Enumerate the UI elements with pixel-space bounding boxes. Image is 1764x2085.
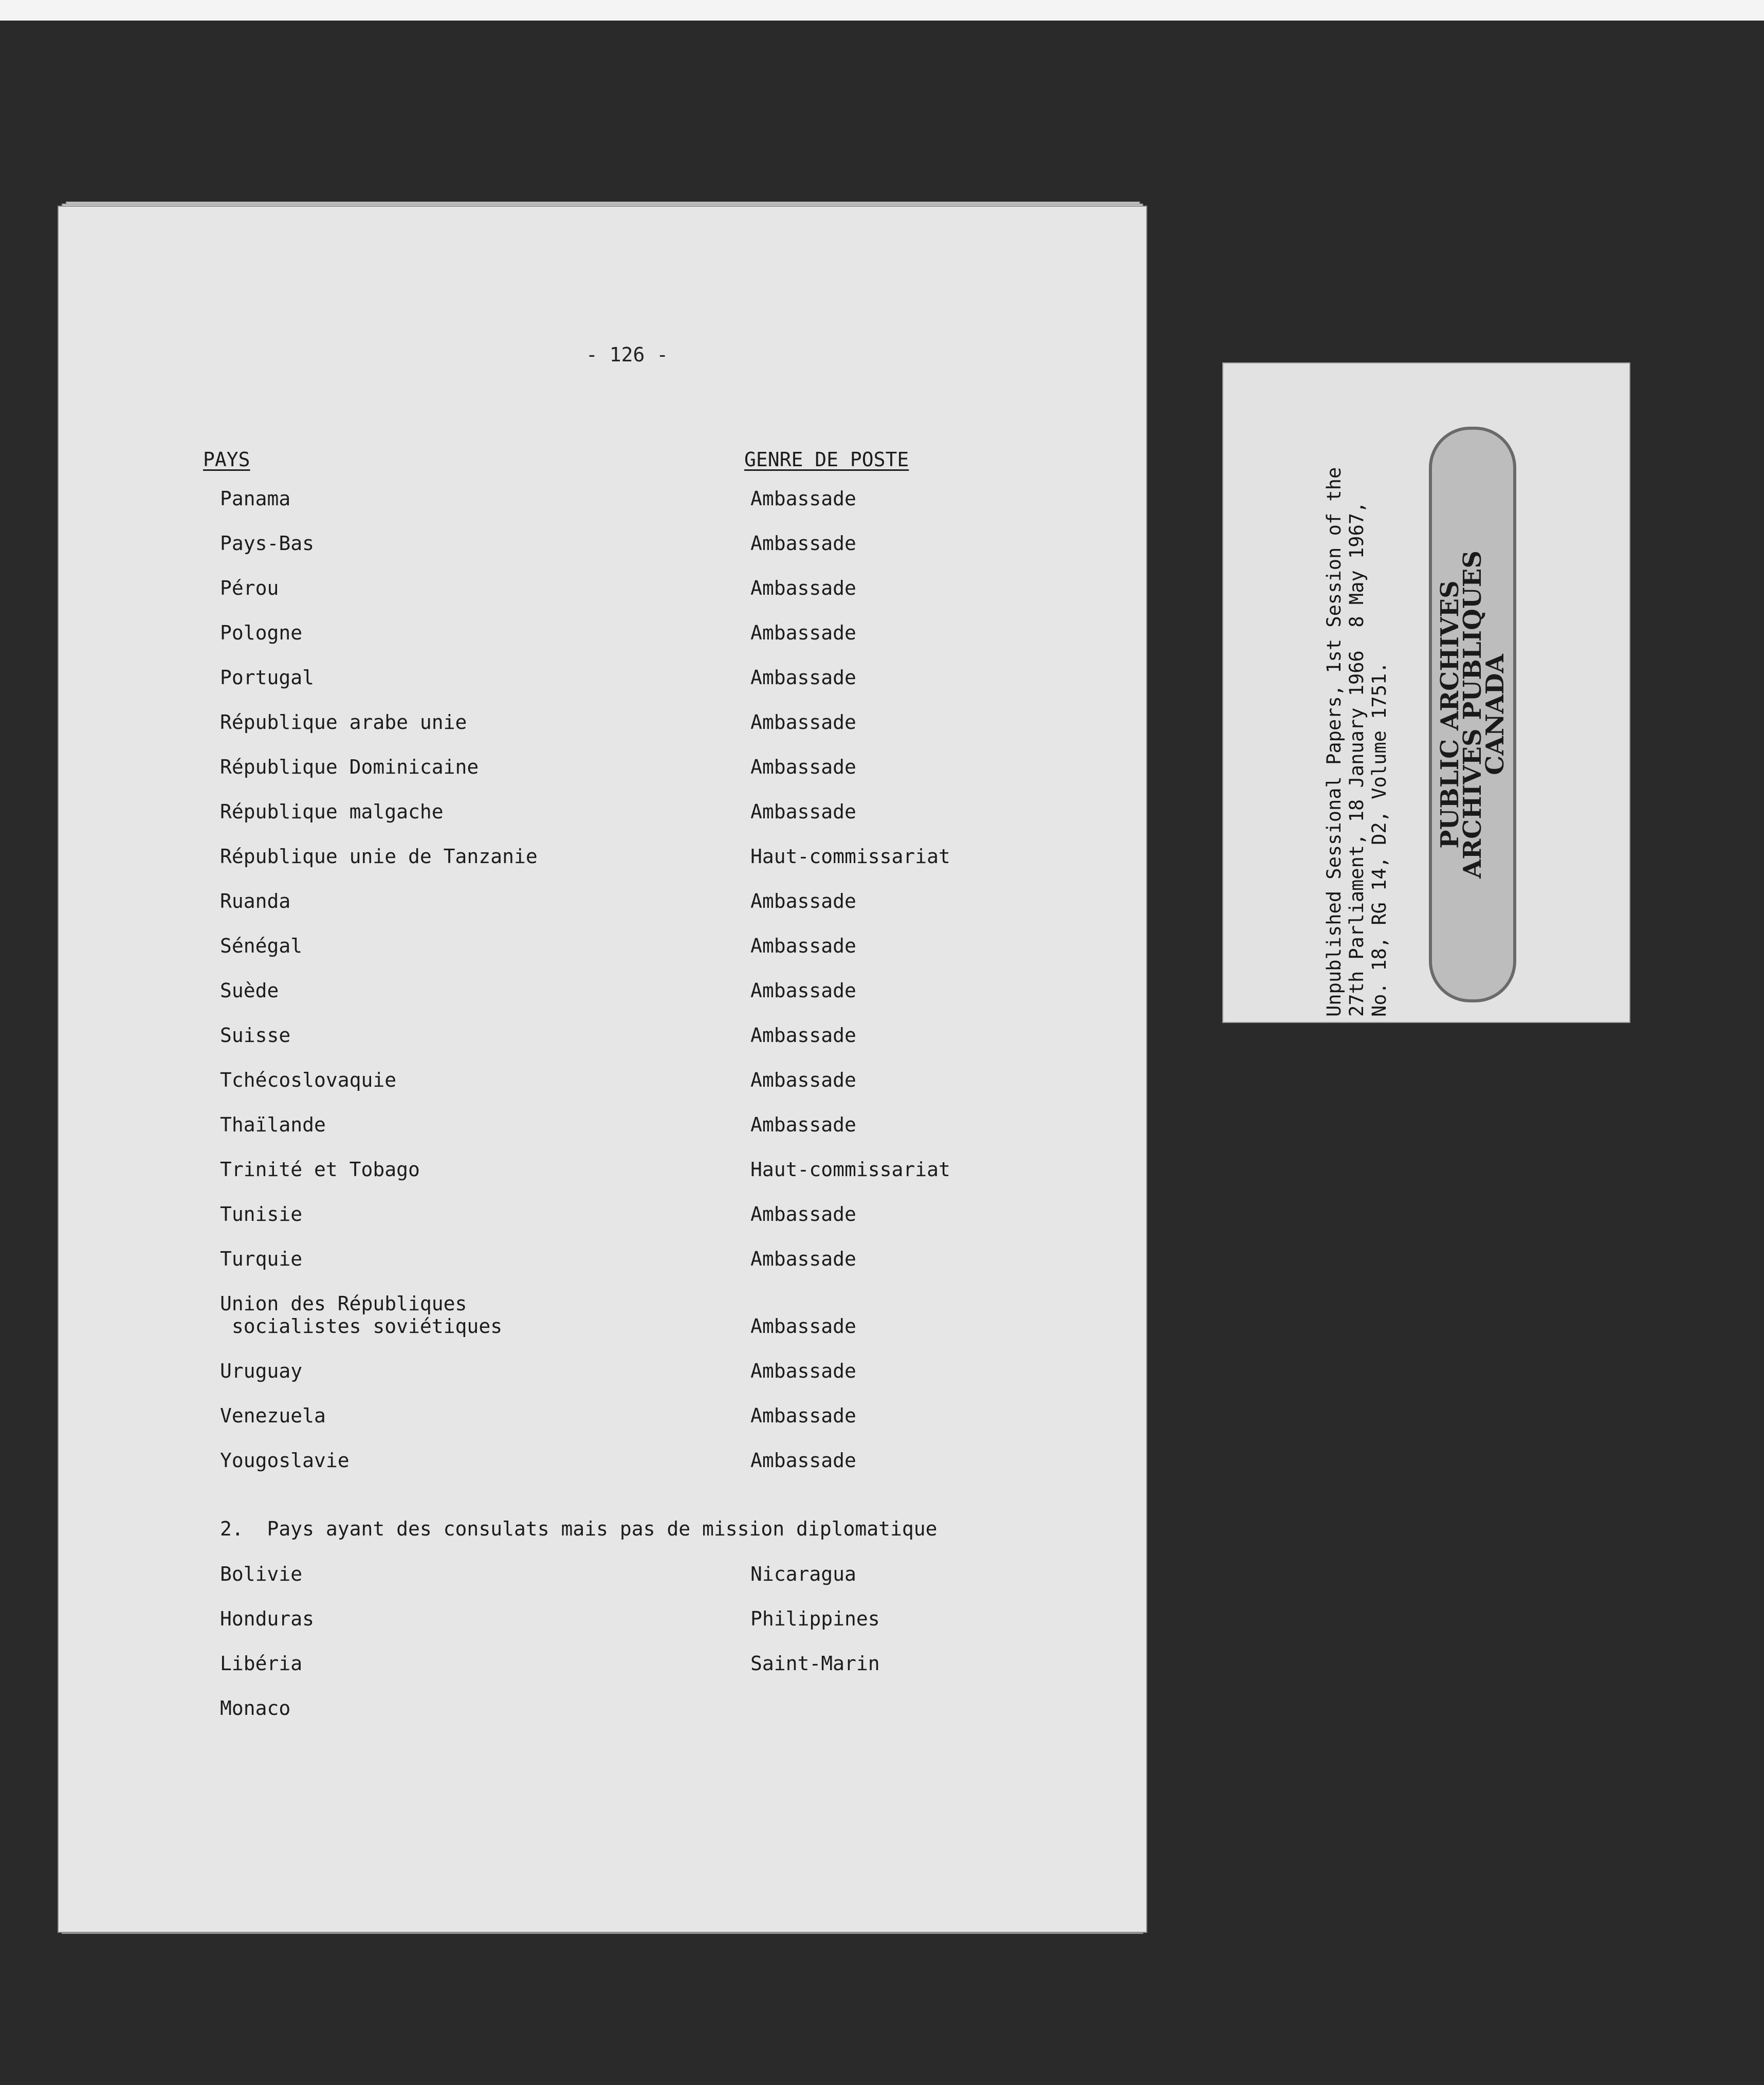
header-post-type: GENRE DE POSTE xyxy=(744,448,909,471)
post-type: Ambassade xyxy=(750,890,856,912)
country-name: Ruanda xyxy=(220,890,291,912)
country-name: Turquie xyxy=(220,1248,303,1270)
country-name: Honduras xyxy=(220,1607,315,1630)
country-name: Tchécoslovaquie xyxy=(220,1069,397,1091)
country-name: Uruguay xyxy=(220,1360,303,1382)
list-item xyxy=(0,1563,1147,1594)
country-name: Thaïlande xyxy=(220,1113,326,1136)
country-name: République Dominicaine xyxy=(220,756,479,778)
table-row xyxy=(0,1069,1147,1100)
archive-label xyxy=(1222,362,1630,1023)
table-row xyxy=(0,1248,1147,1278)
post-type: Ambassade xyxy=(750,666,856,689)
country-name: Yougoslavie xyxy=(220,1449,350,1472)
post-type: Ambassade xyxy=(750,1360,856,1382)
table-row xyxy=(0,1360,1147,1391)
list-item xyxy=(0,1697,1147,1728)
table-row xyxy=(0,1113,1147,1144)
country-name: Tunisie xyxy=(220,1203,303,1226)
table-row xyxy=(0,577,1147,608)
country-name: Monaco xyxy=(220,1697,291,1720)
archive-stamp-text: PUBLIC ARCHIVES ARCHIVES PUBLIQUES CANADA xyxy=(1436,551,1510,879)
country-name: Nicaragua xyxy=(750,1563,856,1585)
table-row xyxy=(0,711,1147,742)
post-type: Ambassade xyxy=(750,1203,856,1226)
country-name: Libéria xyxy=(220,1652,303,1675)
post-type: Haut-commissariat xyxy=(750,1158,950,1181)
post-type: Ambassade xyxy=(750,487,856,510)
post-type: Ambassade xyxy=(750,935,856,957)
country-name: République arabe unie xyxy=(220,711,467,734)
country-name: Sénégal xyxy=(220,935,303,957)
post-type: Ambassade xyxy=(750,800,856,823)
header-country: PAYS xyxy=(203,448,250,471)
post-type: Ambassade xyxy=(750,1113,856,1136)
country-name: Portugal xyxy=(220,666,315,689)
section-2-title: 2. Pays ayant des consulats mais pas de mission diplomatique xyxy=(220,1517,938,1540)
country-name: Saint-Marin xyxy=(750,1652,880,1675)
table-row xyxy=(0,621,1147,652)
table-row xyxy=(0,1158,1147,1189)
post-type: Ambassade xyxy=(750,1069,856,1091)
country-name: Philippines xyxy=(750,1607,880,1630)
table-row xyxy=(0,890,1147,921)
table-row xyxy=(0,979,1147,1010)
table-row xyxy=(0,935,1147,965)
post-type: Ambassade xyxy=(750,756,856,778)
country-name: Pérou xyxy=(220,577,279,599)
post-type: Ambassade xyxy=(750,621,856,644)
country-name: Venezuela xyxy=(220,1404,326,1427)
page-number: - 126 - xyxy=(586,343,669,366)
post-type: Ambassade xyxy=(750,1449,856,1472)
country-name: Panama xyxy=(220,487,291,510)
post-type: Haut-commissariat xyxy=(750,845,950,868)
table-row xyxy=(0,756,1147,787)
scan-top-border xyxy=(0,0,1764,21)
country-name: République malgache xyxy=(220,800,444,823)
archive-citation: Unpublished Sessional Papers, 1st Session of the 27th Parliament, 18 January 1966 8 May 1967, No. 18, RG 14, D2, Volume 1751. xyxy=(1323,467,1390,1017)
table-row xyxy=(0,1024,1147,1055)
table-row xyxy=(0,1292,1147,1349)
post-type: Ambassade xyxy=(750,1248,856,1270)
country-name: Pologne xyxy=(220,621,303,644)
post-type: Ambassade xyxy=(750,577,856,599)
table-row xyxy=(0,487,1147,518)
post-type: Ambassade xyxy=(750,711,856,734)
table-row xyxy=(0,666,1147,697)
country-name: République unie de Tanzanie xyxy=(220,845,538,868)
list-item xyxy=(0,1607,1147,1638)
post-type: Ambassade xyxy=(750,1315,856,1338)
country-name: Union des Républiques socialistes soviétiques xyxy=(220,1292,503,1338)
country-name: Suisse xyxy=(220,1024,291,1047)
table-row xyxy=(0,532,1147,563)
post-type: Ambassade xyxy=(750,979,856,1002)
table-row xyxy=(0,1404,1147,1435)
country-name: Pays-Bas xyxy=(220,532,315,555)
table-row xyxy=(0,1449,1147,1480)
table-row xyxy=(0,845,1147,876)
table-row xyxy=(0,1203,1147,1234)
table-row xyxy=(0,800,1147,831)
country-name: Suède xyxy=(220,979,279,1002)
post-type: Ambassade xyxy=(750,1404,856,1427)
post-type: Ambassade xyxy=(750,532,856,555)
country-name: Bolivie xyxy=(220,1563,303,1585)
list-item xyxy=(0,1652,1147,1683)
post-type: Ambassade xyxy=(750,1024,856,1047)
country-name: Trinité et Tobago xyxy=(220,1158,420,1181)
